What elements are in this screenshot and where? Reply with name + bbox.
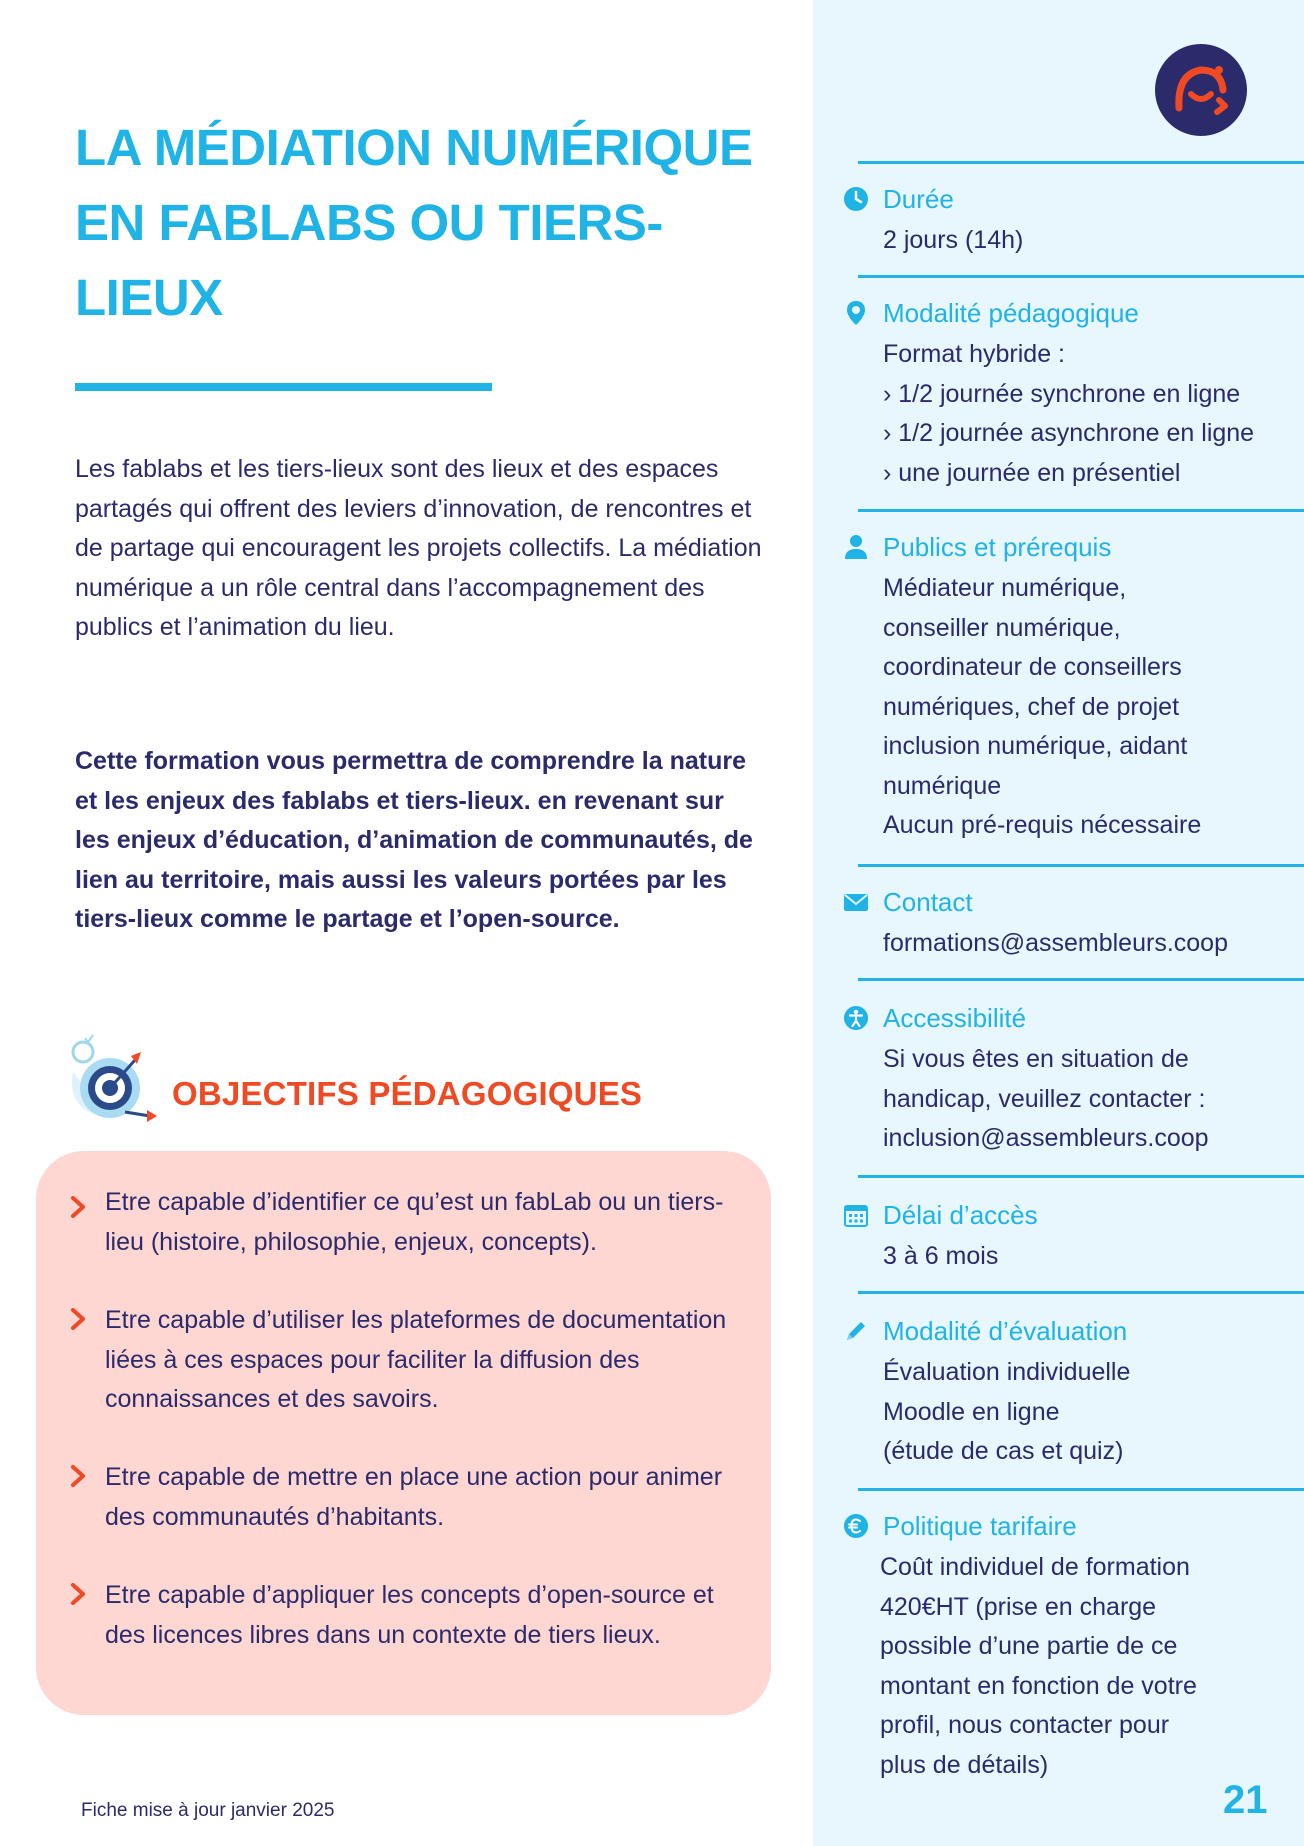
objective-item: Etre capable de mettre en place une action pour animer des communautés d’habitants. [105,1463,723,1531]
evaluation-label: Modalité d’évaluation [883,1316,1128,1346]
duration-label: Durée [883,184,954,214]
section-divider [858,161,1304,164]
pedagogical-mode-value: Format hybride : › 1/2 journée synchrone en ligne › 1/2 journée asynchrone en ligne › une journée en présentiel [883,340,1255,487]
clock-icon [843,186,869,212]
section-divider [858,1175,1304,1178]
access-delay-label: Délai d’accès [883,1200,1038,1230]
footer-update-note: Fiche mise à jour janvier 2025 [81,1800,335,1821]
evaluation-value: Évaluation individuelle Moodle en ligne (étude de cas et quiz) [883,1358,1131,1465]
objective-item: Etre capable d’identifier ce qu’est un fabLab ou un tiers-lieu (histoire, philosophie, enjeux, concepts). [105,1188,724,1256]
pricing-value: Coût individuel de formation 420€HT (prise en charge possible d’une partie de ce montant en fonction de votre profil, nous contacter pour plus de détails) [880,1553,1197,1779]
pencil-icon [843,1318,869,1344]
section-divider [858,509,1304,512]
page-title: LA MÉDIATION NUMÉRIQUE EN FABLABS OU TIERS-LIEUX [75,119,753,326]
chevron-right-icon [70,1308,86,1330]
assembleurs-logo-icon [1155,44,1247,136]
accessibility-label: Accessibilité [883,1003,1027,1033]
section-divider [858,1488,1304,1491]
intro-paragraph: Les fablabs et les tiers-lieux sont des lieux et des espaces partagés qui offrent des leviers d’innovation, de rencontres et de partage qui encouragent les projets collectifs. La médiation numérique a un rôle central dans l’accompagnement des publics et l’animation du lieu. [75,455,762,641]
target-icon [55,1032,160,1127]
chevron-right-icon [70,1196,86,1218]
user-icon [843,534,869,560]
title-underline [75,383,492,391]
access-delay-value: 3 à 6 mois [883,1242,999,1270]
contact-email[interactable]: formations@assembleurs.coop [883,929,1228,957]
section-divider [858,978,1304,981]
chevron-right-icon [70,1465,86,1487]
section-divider [858,275,1304,278]
lead-paragraph: Cette formation vous permettra de comprendre la nature et les enjeux des fablabs et tiers-lieux. en revenant sur les enjeux d’éducation, d’animation de communautés, de lien au territoire, mais aussi les valeurs portées par les tiers-lieux comme le partage et l’open-source. [75,747,753,933]
audience-label: Publics et prérequis [883,532,1112,562]
pricing-label: Politique tarifaire [883,1511,1077,1541]
chevron-right-icon [70,1583,86,1605]
section-divider [858,864,1304,867]
calendar-icon [843,1202,869,1228]
euro-icon [843,1513,869,1539]
location-pin-icon [843,300,869,326]
section-divider [858,1291,1304,1294]
accessibility-value: Si vous êtes en situation de handicap, veuillez contacter : inclusion@assembleurs.coop [883,1045,1209,1152]
pedagogical-mode-label: Modalité pédagogique [883,298,1139,328]
accessibility-icon [843,1005,869,1031]
duration-value: 2 jours (14h) [883,226,1024,254]
envelope-icon [843,889,869,915]
audience-value: Médiateur numérique, conseiller numérique, coordinateur de conseillers numériques, chef de projet inclusion numérique, aidant numérique Aucun pré-requis nécessaire [883,574,1202,839]
objective-item: Etre capable d’appliquer les concepts d’open-source et des licences libres dans un contexte de tiers lieux. [105,1581,714,1649]
contact-label: Contact [883,887,973,917]
objectives-heading: OBJECTIFS PÉDAGOGIQUES [172,1075,643,1112]
page-number: 21 [1223,1778,1268,1822]
objective-item: Etre capable d’utiliser les plateformes de documentation liées à ces espaces pour faciliter la diffusion des connaissances et des savoirs. [105,1306,727,1413]
